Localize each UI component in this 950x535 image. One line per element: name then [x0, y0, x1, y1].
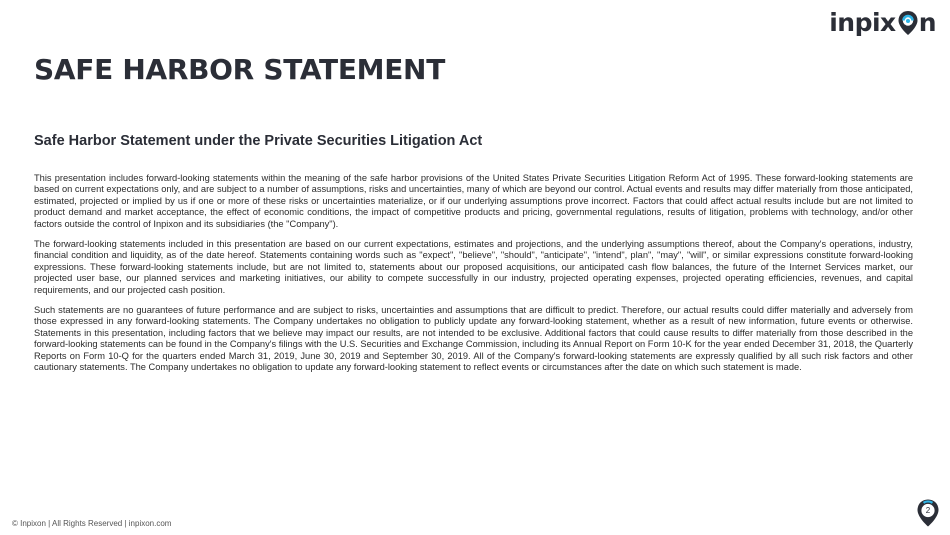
location-pin-icon	[897, 10, 919, 36]
statement-body	[34, 173, 913, 383]
logo-text-suffix: n	[918, 8, 936, 37]
paragraph-2: The forward-looking statements included in this presentation are based on our current expectations, estimates and projections, and the underlying assumptions thereof, about the Company's operations, industry, financial condition and liquidity, as of the date hereof. Statements containing words such as "expect", "believe", "should", "anticipate", "intend", plan", "may", "will", or similar expressions constitute forward-looking expressions. These forward-looking statements include, but are not limited to, statements about our proposed acquisitions, our anticipated cash flow balances, the future of the Internet Services market, our projected user base, our planned services and marketing initiatives, our ability to compete successfully in our industry, projected operating expenses, projected operating efficiencies, revenues, and capital requirements, and our projected cash position.	[34, 239, 913, 295]
footer-copyright: © Inpixon | All Rights Reserved | inpixon.com	[12, 519, 172, 528]
logo-text: inpix	[829, 8, 896, 37]
page-number: 2	[925, 506, 931, 515]
inpixon-logo	[829, 8, 936, 38]
page-badge	[915, 498, 941, 528]
page-title: SAFE HARBOR STATEMENT	[34, 53, 445, 86]
section-subtitle: Safe Harbor Statement under the Private Securities Litigation Act	[34, 133, 483, 149]
paragraph-1: This presentation includes forward-looking statements within the meaning of the safe harbor provisions of the United States Private Securities Litigation Reform Act of 1995. These forward-looking statements are based on current expectations only, and are subject to a number of assumptions, risks and uncertainties, many of which are beyond our control. Actual events and results may differ materially from those anticipated, estimated, projected or implied by us if one or more of these risks or uncertainties materialize, or if our underlying assumptions prove incorrect. Factors that could affect actual results include but are not limited to product demand and market acceptance, the effect of economic conditions, the impact of competitive products and pricing, governmental regulations, results of litigation, problems with technology, and/or other factors outside the control of Inpixon and its subsidiaries (the "Company").	[34, 173, 913, 229]
paragraph-3: Such statements are no guarantees of future performance and are subject to risks, uncertainties and assumptions that are difficult to predict. Therefore, our actual results could differ materially and adversely from those expressed in any forward-looking statements. The Company undertakes no obligation to publicly update any forward-looking statement, whether as a result of new information, future events or otherwise. Statements in this presentation, including factors that we believe may impact our results, are not intended to be exclusive. Additional factors that could cause results to differ materially from those described in the forward-looking statements can be found in the Company's filings with the U.S. Securities and Exchange Commission, including its Annual Report on Form 10-K for the year ended December 31, 2018, the Quarterly Reports on Form 10-Q for the quarters ended March 31, 2019, June 30, 2019 and September 30, 2019. All of the Company's forward-looking statements are expressly qualified by all such risk factors and other cautionary statements. The Company undertakes no obligation to update any forward-looking statement to reflect events or circumstances after the date on which such statement is made.	[34, 305, 913, 373]
